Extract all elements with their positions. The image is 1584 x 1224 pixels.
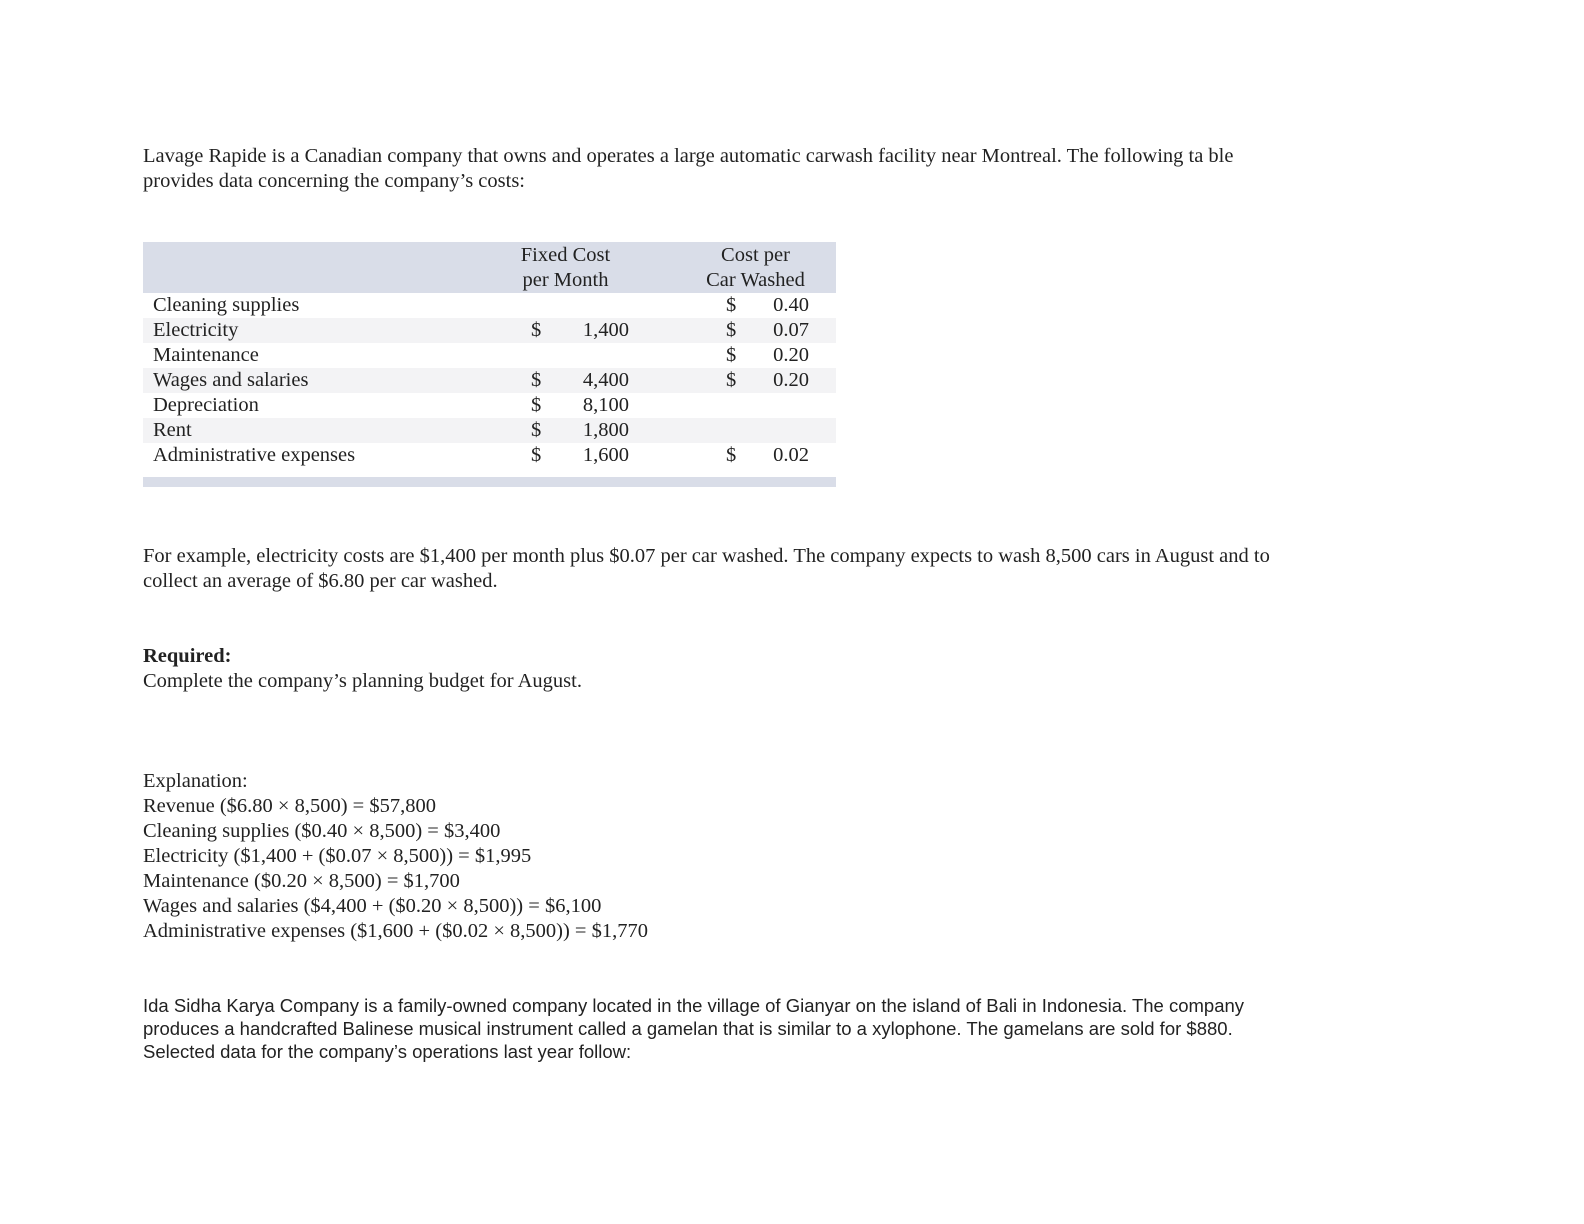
cost-table: [143, 242, 836, 487]
explanation-line: Electricity ($1,400 + ($0.07 × 8,500)) = $1,995: [143, 845, 532, 867]
variable-amount: 0.40: [773, 294, 809, 316]
table-row-maintenance: [143, 343, 836, 368]
ida-line-3: Selected data for the company’s operations last year follow:: [143, 1041, 632, 1062]
table-row-electricity: [143, 318, 836, 343]
intro-line-2: provides data concerning the company’s costs:: [143, 170, 525, 192]
fixed-currency: $: [531, 369, 542, 391]
fixed-currency: $: [531, 319, 542, 341]
explanation-line: Revenue ($6.80 × 8,500) = $57,800: [143, 795, 436, 817]
table-row-cleaning-supplies: [143, 293, 836, 318]
variable-cost-header-line-2: Car Washed: [706, 269, 805, 291]
row-label: Cleaning supplies: [153, 294, 300, 316]
table-row-administrative-expenses: [143, 443, 836, 468]
variable-cost-header-line-1: Cost per: [721, 244, 790, 266]
cost-table-footer-bar: [143, 477, 836, 487]
variable-cost-header: [683, 243, 828, 293]
fixed-cost-header-line-2: per Month: [522, 269, 609, 291]
intro-line-1: Lavage Rapide is a Canadian company that owns and operates a large automatic carwash facility near Montreal. The following ta ble: [143, 145, 1234, 167]
variable-amount: 0.07: [773, 319, 809, 341]
fixed-cost-header: [493, 243, 638, 293]
explanation-line: Wages and salaries ($4,400 + ($0.20 × 8,500)) = $6,100: [143, 895, 602, 917]
required-title: Required:: [143, 645, 232, 667]
variable-currency: $: [726, 369, 737, 391]
explanation-section: [143, 769, 1373, 944]
table-row-depreciation: [143, 393, 836, 418]
fixed-currency: $: [531, 419, 542, 441]
example-line-1: For example, electricity costs are $1,400 per month plus $0.07 per car washed. The company expects to wash 8,500 cars in August and to: [143, 545, 1270, 567]
fixed-currency: $: [531, 444, 542, 466]
intro-paragraph: [143, 144, 1373, 194]
ida-line-2: produces a handcrafted Balinese musical instrument called a gamelan that is similar to a xylophone. The gamelans are sold for $880.: [143, 1018, 1233, 1039]
variable-currency: $: [726, 294, 737, 316]
variable-amount: 0.20: [773, 344, 809, 366]
explanation-line: Administrative expenses ($1,600 + ($0.02 × 8,500)) = $1,770: [143, 920, 648, 942]
cost-table-header: [143, 242, 836, 293]
fixed-amount: 1,400: [582, 319, 629, 341]
row-label: Maintenance: [153, 344, 259, 366]
fixed-currency: $: [531, 394, 542, 416]
row-label: Administrative expenses: [153, 444, 356, 466]
row-label: Rent: [153, 419, 192, 441]
fixed-amount: 1,600: [582, 444, 629, 466]
explanation-line: Maintenance ($0.20 × 8,500) = $1,700: [143, 870, 460, 892]
ida-line-1: Ida Sidha Karya Company is a family-owned company located in the village of Gianyar on the island of Bali in Indonesia. The company: [143, 995, 1245, 1016]
required-section: [143, 644, 1373, 694]
example-line-2: collect an average of $6.80 per car washed.: [143, 570, 498, 592]
fixed-amount: 1,800: [582, 419, 629, 441]
variable-amount: 0.20: [773, 369, 809, 391]
required-text: Complete the company’s planning budget for August.: [143, 670, 582, 692]
variable-currency: $: [726, 319, 737, 341]
example-paragraph: [143, 544, 1373, 594]
table-row-rent: [143, 418, 836, 443]
variable-currency: $: [726, 344, 737, 366]
explanation-line: Cleaning supplies ($0.40 × 8,500) = $3,400: [143, 820, 501, 842]
ida-sidha-paragraph: [143, 994, 1343, 1063]
fixed-cost-header-line-1: Fixed Cost: [520, 244, 611, 266]
row-label: Depreciation: [153, 394, 259, 416]
row-label: Electricity: [153, 319, 239, 341]
variable-amount: 0.02: [773, 444, 809, 466]
fixed-amount: 4,400: [582, 369, 629, 391]
explanation-title: Explanation:: [143, 770, 248, 792]
variable-currency: $: [726, 444, 737, 466]
fixed-amount: 8,100: [582, 394, 629, 416]
table-row-wages-and-salaries: [143, 368, 836, 393]
row-label: Wages and salaries: [153, 369, 309, 391]
